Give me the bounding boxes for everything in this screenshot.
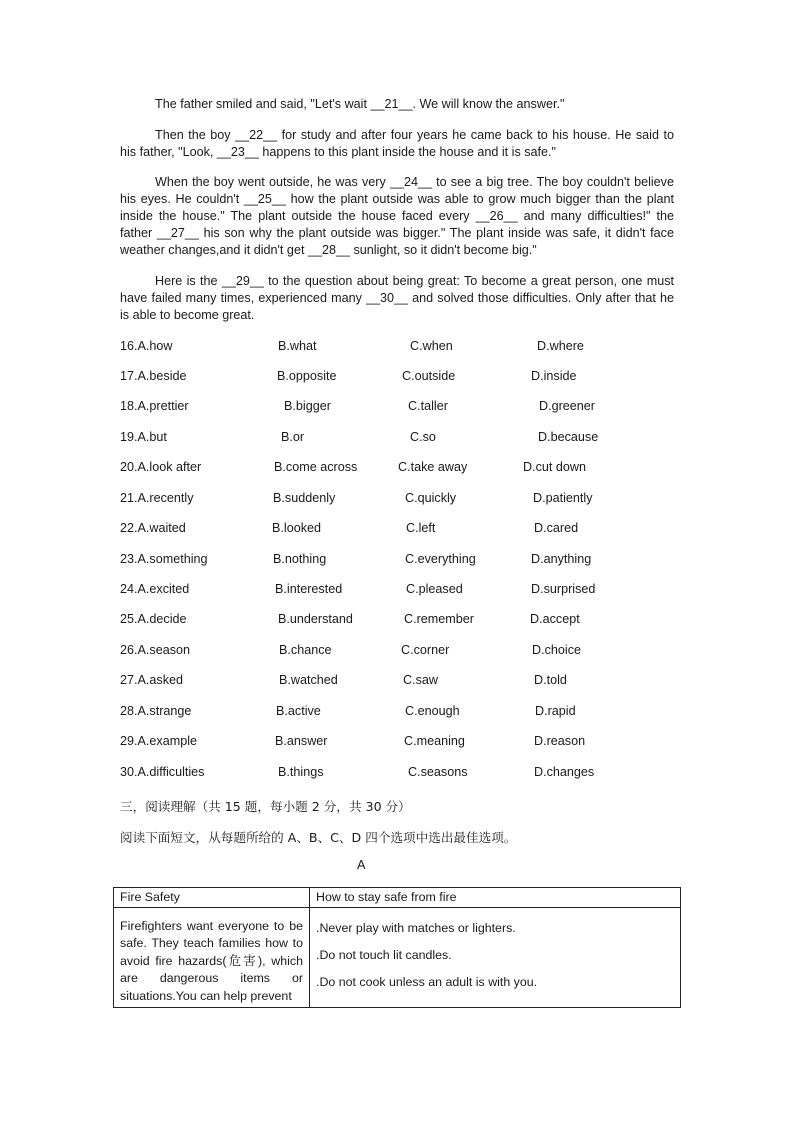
option-b: B.looked bbox=[272, 521, 322, 535]
option-c: C.left bbox=[406, 521, 436, 535]
option-d: D.cared bbox=[534, 521, 579, 535]
option-c: C.enough bbox=[405, 704, 460, 718]
option-c: C.seasons bbox=[408, 765, 468, 779]
option-a: 26.A.season bbox=[120, 643, 191, 657]
option-a: 19.A.but bbox=[120, 430, 167, 444]
option-d: D.choice bbox=[532, 643, 581, 657]
question-row-27 bbox=[120, 673, 680, 691]
table-header-row bbox=[114, 888, 681, 908]
option-d: D.told bbox=[534, 673, 567, 687]
option-a: 22.A.waited bbox=[120, 521, 186, 535]
safety-tip: .Do not cook unless an adult is with you. bbox=[316, 975, 538, 989]
question-row-26 bbox=[120, 643, 680, 661]
question-row-17 bbox=[120, 369, 680, 387]
option-b: B.come across bbox=[274, 460, 358, 474]
option-b: B.chance bbox=[279, 643, 332, 657]
question-row-23 bbox=[120, 552, 680, 570]
option-d: D.accept bbox=[530, 612, 580, 626]
option-c: C.when bbox=[410, 339, 453, 353]
option-b: B.watched bbox=[279, 673, 338, 687]
option-d: D.greener bbox=[539, 399, 596, 413]
option-d: D.reason bbox=[534, 734, 586, 748]
table-header-left: Fire Safety bbox=[114, 888, 310, 908]
option-d: D.anything bbox=[531, 552, 592, 566]
option-c: C.take away bbox=[398, 460, 468, 474]
passage-paragraph-3: When the boy went outside, he was very __24__ to see a big tree. The boy couldn't believe his eyes. He couldn't __25__ how the plant outside was able to grow much bigger than the plant inside the house." The plant outside the house faced every __26__ and many difficulties!" the father __27__ his son why the plant outside was bigger." The plant inside was safe, it didn't face weather changes,and it didn't get __28__ sunlight, so it didn't become big." bbox=[120, 175, 674, 257]
passage-paragraph-4: Here is the __29__ to the question about being great: To become a great person, one must have failed many times, experienced many __30__ and solved those difficulties. Only after that he is able to become great. bbox=[120, 274, 674, 322]
question-row-22 bbox=[120, 521, 680, 539]
question-row-20 bbox=[120, 460, 680, 478]
option-b: B.things bbox=[278, 765, 324, 779]
option-d: D.changes bbox=[534, 765, 595, 779]
question-row-19 bbox=[120, 430, 680, 448]
option-b: B.bigger bbox=[284, 399, 331, 413]
option-d: D.patiently bbox=[533, 491, 593, 505]
question-row-18 bbox=[120, 399, 680, 417]
option-a: 17.A.beside bbox=[120, 369, 187, 383]
safety-tip: .Do not touch lit candles. bbox=[316, 948, 452, 962]
option-b: B.understand bbox=[278, 612, 353, 626]
option-c: C.corner bbox=[401, 643, 450, 657]
option-d: D.because bbox=[538, 430, 599, 444]
option-c: C.taller bbox=[408, 399, 448, 413]
option-b: B.suddenly bbox=[273, 491, 336, 505]
option-d: D.where bbox=[537, 339, 584, 353]
question-row-21 bbox=[120, 491, 680, 509]
table-header-right: How to stay safe from fire bbox=[310, 888, 681, 908]
table-body-left: Firefighters want everyone to be safe. They teach families how to avoid fire hazards(危害), which are dangerous items or situations.You can help prevent bbox=[114, 908, 310, 1008]
option-d: D.cut down bbox=[523, 460, 586, 474]
passage-label: A bbox=[357, 858, 366, 872]
question-row-16 bbox=[120, 339, 680, 357]
section-heading: 三，阅读理解（共 15 题，每小题 2 分，共 30 分） bbox=[120, 799, 411, 814]
option-d: D.surprised bbox=[531, 582, 596, 596]
passage-paragraph-2: Then the boy __22__ for study and after four years he came back to his house. He said to his father, "Look, __23__ happens to this plant inside the house and it is safe." bbox=[120, 128, 674, 159]
option-a: 21.A.recently bbox=[120, 491, 194, 505]
option-a: 27.A.asked bbox=[120, 673, 184, 687]
option-a: 30.A.difficulties bbox=[120, 765, 205, 779]
option-d: D.rapid bbox=[535, 704, 576, 718]
option-c: C.everything bbox=[405, 552, 476, 566]
option-c: C.remember bbox=[404, 612, 474, 626]
option-b: B.answer bbox=[275, 734, 328, 748]
option-d: D.inside bbox=[531, 369, 577, 383]
option-c: C.meaning bbox=[404, 734, 465, 748]
option-a: 28.A.strange bbox=[120, 704, 192, 718]
option-a: 16.A.how bbox=[120, 339, 173, 353]
option-c: C.saw bbox=[403, 673, 438, 687]
safety-tip: .Never play with matches or lighters. bbox=[316, 921, 516, 935]
option-c: C.outside bbox=[402, 369, 456, 383]
table-body-row bbox=[114, 908, 681, 1008]
table-body-right bbox=[310, 908, 681, 1008]
option-c: C.quickly bbox=[405, 491, 457, 505]
option-c: C.so bbox=[410, 430, 436, 444]
question-row-24 bbox=[120, 582, 680, 600]
option-c: C.pleased bbox=[406, 582, 463, 596]
option-a: 29.A.example bbox=[120, 734, 198, 748]
option-a: 20.A.look after bbox=[120, 460, 202, 474]
option-b: B.opposite bbox=[277, 369, 337, 383]
option-b: B.or bbox=[281, 430, 305, 444]
option-b: B.nothing bbox=[273, 552, 327, 566]
option-b: B.active bbox=[276, 704, 321, 718]
option-a: 23.A.something bbox=[120, 552, 208, 566]
question-row-25 bbox=[120, 612, 680, 630]
question-row-29 bbox=[120, 734, 680, 752]
option-a: 18.A.prettier bbox=[120, 399, 189, 413]
question-row-30 bbox=[120, 765, 680, 783]
passage-paragraph-1: The father smiled and said, "Let's wait __21__. We will know the answer." bbox=[155, 97, 565, 111]
option-a: 24.A.excited bbox=[120, 582, 190, 596]
option-b: B.interested bbox=[275, 582, 343, 596]
fire-safety-table bbox=[113, 887, 681, 1008]
option-a: 25.A.decide bbox=[120, 612, 187, 626]
section-instruction: 阅读下面短文，从每题所给的 A、B、C、D 四个选项中选出最佳选项。 bbox=[120, 830, 517, 845]
question-row-28 bbox=[120, 704, 680, 722]
option-b: B.what bbox=[278, 339, 317, 353]
